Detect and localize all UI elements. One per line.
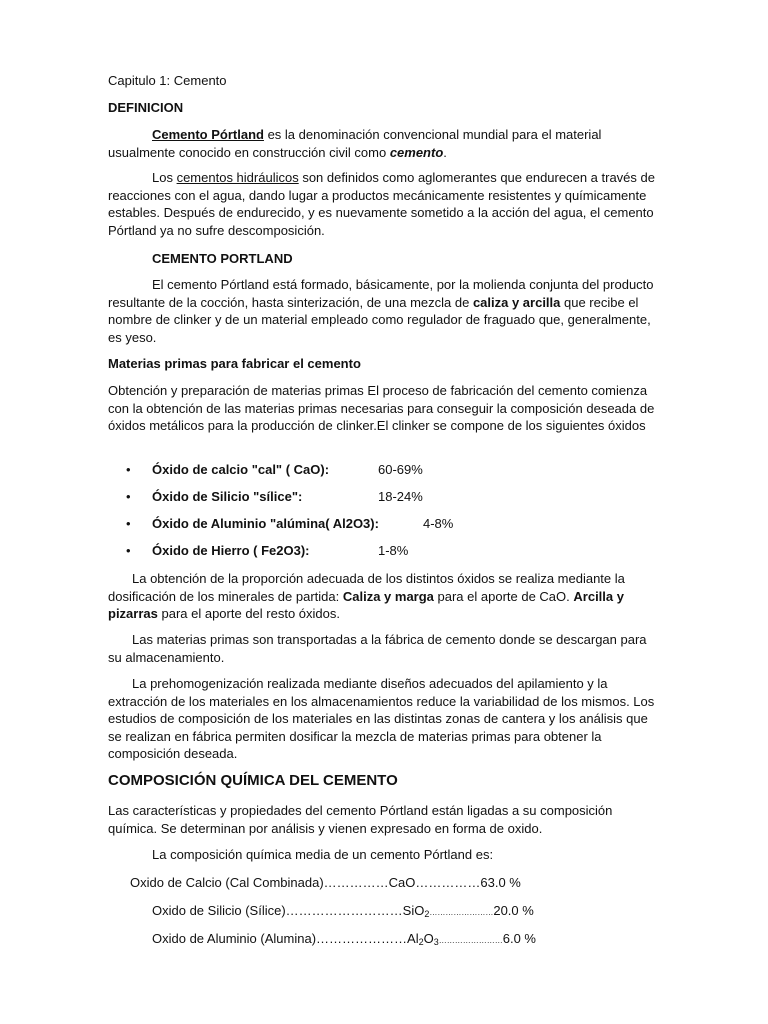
composition-line-calcio: Oxido de Calcio (Cal Combinada)……………CaO……………63.0 % — [130, 875, 521, 890]
bullet-icon: • — [126, 516, 131, 531]
bullet-icon: • — [126, 543, 131, 558]
paragraph-transporte: Las materias primas son transportadas a la fábrica de cemento donde se descargan para su almacenamiento. — [108, 632, 647, 665]
term-cemento-portland: Cemento Pórtland — [152, 127, 264, 142]
oxide-item: • Óxido de Aluminio "alúmina( Al2O3): 4-8% — [126, 516, 454, 531]
paragraph-composicion-portland: El cemento Pórtland está formado, básicamente, por la molienda conjunta del producto resultante de la cocción, hasta sinterización, de una mezcla de caliza y arcilla que recibe el nombre de clinker y de un material empleado como regulador de fraguado que, generalmente, es yeso. — [108, 277, 654, 345]
bullet-icon: • — [126, 462, 131, 477]
composition-line-silicio: Oxido de Silicio (Sílice)………………………SiO$_2$……………………20.0 % — [152, 903, 534, 919]
bullet-icon: • — [126, 489, 131, 504]
term-cementos-hidraulicos: cementos hidráulicos — [176, 170, 299, 185]
paragraph-proporcion: La obtención de la proporción adecuada de los distintos óxidos se realiza mediante la dosificación de los minerales de partida: Caliza y marga para el aporte de CaO. Arcilla y pizarras para el aporte del resto óxidos. — [108, 571, 625, 621]
paragraph-obtencion: Obtención y preparación de materias primas El proceso de fabricación del cemento comienza con la obtención de las materias primas necesarias para conseguir la composición deseada de óxidos metálicos para la producción de clinker.El clinker se compone de los siguientes óxidos — [108, 383, 655, 433]
composition-line-aluminio: Oxido de Aluminio $(Alumina)\dots\dots\dots\dots\dots\dots\dots Al_2O_3\dots\dots\dots\dots\dots\dots\dots\dots 6.0$ % — [152, 931, 536, 947]
materias-primas-heading: Materias primas para fabricar el cemento — [108, 356, 361, 371]
paragraph-caracteristicas: Las características y propiedades del cemento Pórtland están ligadas a su composición química. Se determinan por análisis y vienen expresado en forma de oxido. — [108, 803, 613, 836]
composicion-quimica-heading: COMPOSICIÓN QUÍMICA DEL CEMENTO — [108, 772, 398, 789]
paragraph-composicion-media: La composición química media de un cemento Pórtland es: — [152, 847, 494, 862]
oxide-item: • Óxido de Hierro ( Fe2O3): 1-8% — [126, 543, 409, 558]
paragraph-cementos-hidraulicos: Los cementos hidráulicos son definidos como aglomerantes que endurecen a través de reacciones con el agua, dando lugar a productos mecánicamente resistentes y químicamente estables. Después de endurecido, y es nuevamente sometido a la acción del agua, el cemento Pórtland ya no sufre descomposición. — [108, 170, 655, 238]
paragraph-prehomogenizacion: La prehomogenización realizada mediante diseños adecuados del apilamiento y la extracción de los materiales en los almacenamientos reduce la variabilidad de los mismos. Los estudios de composición de los materiales en las distintas zonas de cantera y los análisis que se realizan en fábrica permiten dosificar la mezcla de materias primas para obtener la composición deseada. — [108, 676, 655, 761]
cemento-portland-heading: CEMENTO PORTLAND — [152, 251, 293, 266]
chapter-title: Capitulo 1: Cemento — [108, 73, 227, 88]
paragraph-cemento-portland: Cemento Pórtland es la denominación convencional mundial para el material usualmente conocido en construcción civil como cemento. — [108, 127, 602, 160]
definicion-heading: DEFINICION — [108, 100, 184, 115]
oxide-item: • Óxido de calcio "cal" ( CaO): 60-69% — [126, 462, 423, 477]
oxide-item: • Óxido de Silicio "sílice": 18-24% — [126, 489, 423, 504]
